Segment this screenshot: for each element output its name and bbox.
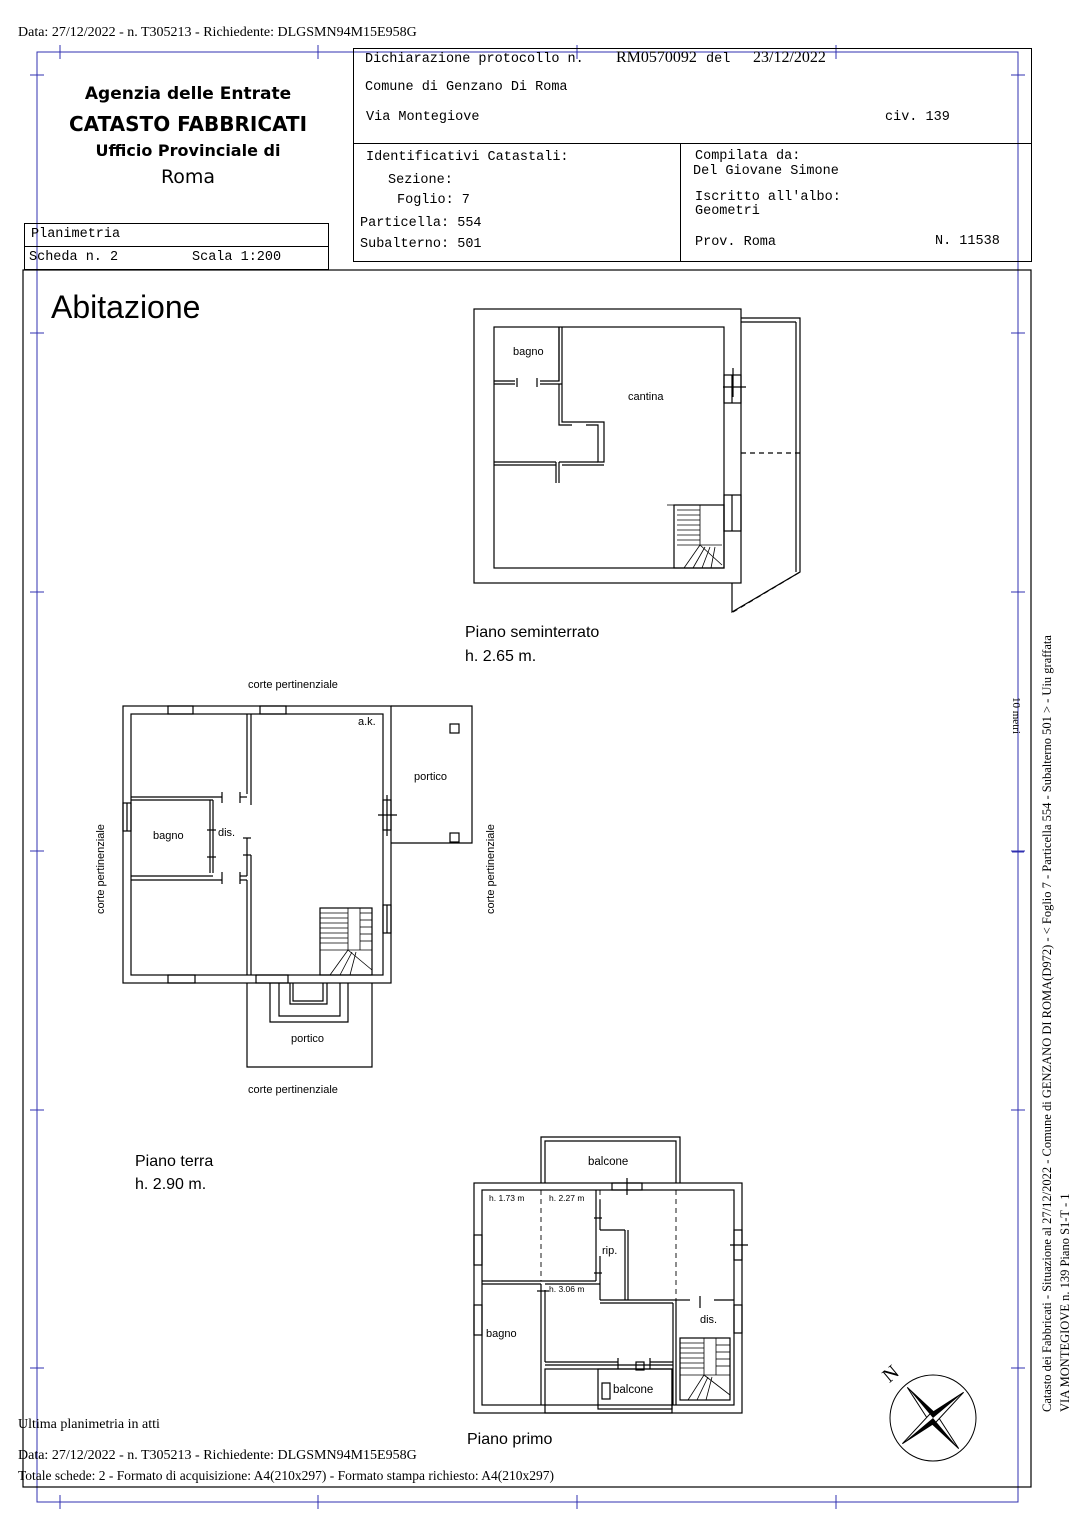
label-corte: corte pertinenziale [95, 824, 107, 914]
top-request-line: Data: 27/12/2022 - n. T305213 - Richiedente: DLGSMN94M15E958G [18, 25, 417, 40]
label-rip: rip. [602, 1245, 618, 1257]
footer-ultima: Ultima planimetria in atti [18, 1417, 160, 1432]
label-height: h. 1.73 m [489, 1193, 525, 1203]
sezione-label: Sezione: [388, 173, 453, 188]
protocol-label: Dichiarazione protocollo n. [365, 52, 584, 67]
catasto-title: CATASTO FABBRICATI [68, 112, 308, 136]
label-portico: portico [414, 771, 448, 783]
agency-name: Agenzia delle Entrate [84, 84, 292, 104]
prov-label: Prov. Roma [695, 235, 777, 250]
label-dis: dis. [218, 827, 236, 839]
compiler-name: Del Giovane Simone [693, 164, 839, 179]
protocol-del: del [706, 52, 731, 67]
room-label: bagno [513, 346, 544, 358]
comune-label: Comune di Genzano Di Roma [365, 80, 568, 95]
via-label: Via Montegiove [366, 110, 480, 125]
iscritto-label: Iscritto all'albo: [695, 190, 841, 205]
footer-data: Data: 27/12/2022 - n. T305213 - Richiedente: DLGSMN94M15E958G [18, 1448, 417, 1463]
label-portico: portico [291, 1033, 325, 1045]
civ-label: civ. 139 [885, 110, 950, 125]
floor-height: h. 2.90 m. [135, 1176, 207, 1193]
label-corte: corte pertinenziale [248, 1084, 338, 1096]
floor-name: Piano seminterrato [465, 624, 600, 641]
side-caption-2: VIA MONTEGIOVE n. 139 Piano S1-T - 1 [1058, 1193, 1072, 1412]
albo-label: Geometri [695, 204, 760, 219]
label-balcone: balcone [613, 1384, 654, 1396]
protocol-date: 23/12/2022 [753, 49, 826, 66]
scala-label: Scala 1:200 [192, 250, 282, 265]
particella-label: Particella: 554 [360, 216, 482, 231]
planimetria-label: Planimetria [31, 227, 121, 242]
label-height: h. 2.27 m [549, 1193, 585, 1203]
compilata-label: Compilata da: [695, 149, 801, 164]
label-height: h. 3.06 m [549, 1284, 585, 1294]
protocol-number: RM0570092 [616, 49, 697, 66]
side-caption-1: Catasto dei Fabbricati - Situazione al 27/12/2022 - Comune di GENZANO DI ROMA(D972) - < Foglio 7 - Particella 554 - Subalterno 501 > - Uiu graffata [1040, 635, 1054, 1412]
foglio-label: Foglio: 7 [397, 193, 470, 208]
label-dis: dis. [700, 1314, 718, 1326]
label-bagno: bagno [153, 830, 184, 842]
label-bagno: bagno [486, 1328, 517, 1340]
compass-north: N [878, 1361, 904, 1388]
subalterno-label: Subalterno: 501 [360, 237, 482, 252]
plan-title: Abitazione [51, 289, 201, 325]
footer-totale: Totale schede: 2 - Formato di acquisizione: A4(210x297) - Formato stampa richiesto: A4(210x297) [18, 1468, 554, 1483]
compass-icon [885, 1370, 980, 1465]
label-corte: corte pertinenziale [485, 824, 497, 914]
scale-bar-label: 10 metri [1010, 697, 1022, 734]
office-city: Roma [160, 166, 216, 188]
floor-name: Piano primo [467, 1431, 553, 1448]
albo-number: N. 11538 [935, 234, 1000, 249]
label-ak: a.k. [358, 716, 376, 728]
floor-name: Piano terra [135, 1153, 214, 1170]
label-balcone: balcone [588, 1156, 629, 1168]
floor-height: h. 2.65 m. [465, 648, 537, 665]
cadastral-title: Identificativi Catastali: [366, 150, 569, 165]
office-label: Ufficio Provinciale di [95, 141, 281, 160]
room-label: cantina [628, 391, 664, 403]
scheda-label: Scheda n. 2 [29, 250, 119, 265]
label-corte: corte pertinenziale [248, 679, 338, 691]
